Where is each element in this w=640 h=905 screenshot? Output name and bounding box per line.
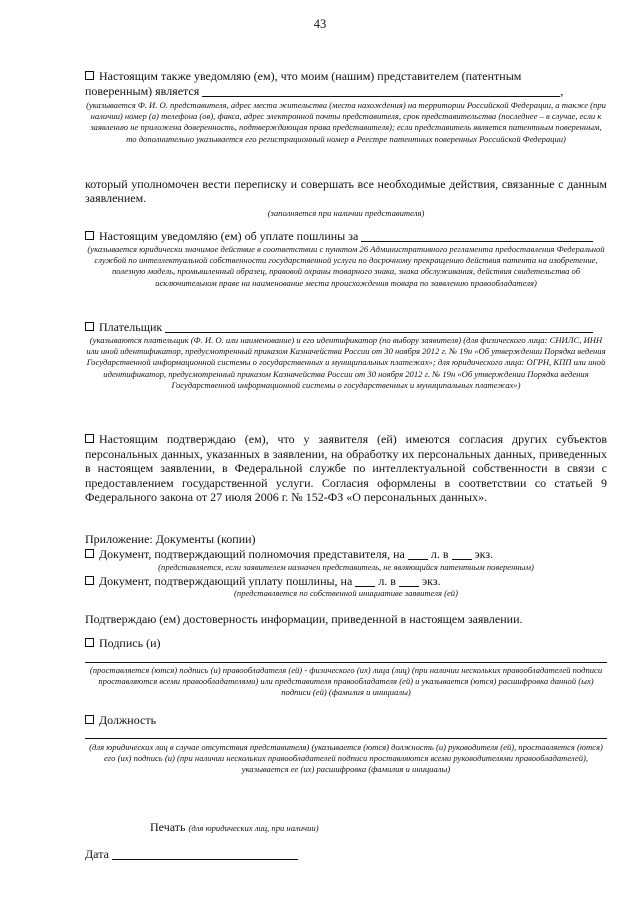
payer-note: (указываются плательщик (Ф. И. О. или наименование) и его идентификатор (по выбору заявителя) (для физического лица: СНИЛС, ИНН или иной идентификатор, предусмотренный приказом Казначейства России от 30 ноября 2012 г. № 19н «Об утверждении Порядка ведения Государственной информационной системы о государственных и муниципальных платежах»; для юридического лица: ОГРН, КПП или иной идентификатор, предусмотренный приказом Казначейства России от 30 ноября 2012 г. № 19н «Об утверждении Порядка ведения Государственной информационной системы о государственных и муниципальных платежах»): [86, 335, 606, 390]
fee-checkbox[interactable]: [85, 231, 94, 240]
date-field[interactable]: [112, 848, 298, 860]
position-note: (для юридических лиц в случае отсутствия представителя) (указывается (ются) должность (и) руководителя (ей), проставляется (ются) его (их) подпись (и) (при наличии нескольких правообладателей подписи проставляются всеми руководителями правообладателей), указывается ее (их) расшифровка (фамилия и инициалы): [89, 742, 603, 775]
doc1-copies-field[interactable]: [452, 548, 472, 560]
date-section: [85, 847, 607, 861]
fee-note: (указывается юридически значимое действие в соответствии с пунктом 26 Административного регламента предоставления Федеральной службой по интеллектуальной собственности государственной услуги по досрочному прекращению действия патента на изобретение, полезную модель, промышленный образец, правовой охраны товарного знака, знака обслуживания, действия свидетельства об исключительном праве на наименование места происхождения товара по заявлению правообладателя): [87, 244, 605, 288]
signature-section: [85, 636, 607, 650]
consent-text: Настоящим подтверждаю (ем), что у заявителя (ей) имеются согласия других субъектов персональных данных, указанных в заявлении, на обработку их персональных данных, приведенных в настоящем заявлении, в Федеральной службе по интеллектуальной собственности в связи с предоставлением государственной услуги. Согласия оформлены в соответствии со статьей 9 Федерального закона от 27 июля 2006 г. № 152-ФЗ «О персональных данных».: [85, 432, 607, 505]
fee-text: Настоящим уведомляю (ем) об уплате пошлины за: [99, 229, 359, 243]
signature-checkbox[interactable]: [85, 638, 94, 647]
representative-text-2: поверенным) является: [85, 84, 200, 98]
doc1-text: Документ, подтверждающий полномочия представителя, на: [99, 547, 405, 561]
signature-label: Подпись (и): [99, 636, 161, 650]
stamp-section: [150, 820, 550, 835]
representative-fill-note: (заполняется при наличии представителя): [267, 208, 425, 218]
doc2-note: (представляется по собственной инициативе заявителя (ей): [234, 588, 458, 598]
consent-section: [85, 432, 607, 505]
confirm-text: Подтверждаю (ем) достоверность информации, приведенной в настоящем заявлении.: [85, 612, 523, 626]
stamp-note: (для юридических лиц, при наличии): [188, 823, 319, 833]
payer-label: Плательщик: [99, 320, 163, 334]
page-number: 43: [313, 17, 327, 31]
doc2-end: экз.: [421, 574, 441, 588]
representative-section: [85, 69, 607, 83]
representative-line: [85, 84, 607, 98]
fee-section: [85, 229, 607, 243]
payer-checkbox[interactable]: [85, 322, 94, 331]
consent-checkbox[interactable]: [85, 434, 94, 443]
attachment-doc2: [85, 574, 607, 588]
doc2-copies-field[interactable]: [399, 575, 419, 587]
payer-section: [85, 320, 607, 334]
representative-text: Настоящим также уведомляю (ем), что моим (нашим) представителем (патентным: [99, 69, 522, 83]
representative-continuation: который уполномочен вести переписку и совершать все необходимые действия, связанные с данным заявлением.: [85, 177, 607, 205]
doc2-checkbox[interactable]: [85, 576, 94, 585]
doc1-pages-field[interactable]: [408, 548, 428, 560]
position-label: Должность: [99, 713, 157, 727]
signature-line[interactable]: [85, 662, 607, 663]
doc1-note: (представляется, если заявителем назначен представитель, не являющийся патентным поверенным): [158, 562, 534, 572]
doc2-mid: л. в: [378, 574, 396, 588]
stamp-label: Печать: [150, 820, 186, 834]
doc1-mid: л. в: [430, 547, 449, 561]
representative-trailing: ,: [560, 84, 564, 98]
position-line[interactable]: [85, 738, 607, 739]
attachments-title: Приложение: Документы (копии): [85, 532, 256, 546]
doc2-pages-field[interactable]: [355, 575, 375, 587]
doc1-end: экз.: [474, 547, 494, 561]
doc2-text: Документ, подтверждающий уплату пошлины, на: [99, 574, 353, 588]
fee-field[interactable]: [361, 230, 593, 242]
doc1-checkbox[interactable]: [85, 549, 94, 558]
representative-note: (указывается Ф. И. О. представителя, адрес места жительства (места нахождения) на территории Российской Федерации, а также (при наличии) номер (а) телефона (ов), факса, адрес электронной почты представителя, срок представительства (последнее – в случае, если к заявлению не приложена доверенность, подтверждающая права представителя); если представитель является патентным поверенным, то дополнительно указывается его регистрационный номер в Реестре патентных поверенных Российской Федерации): [86, 100, 606, 144]
signature-note: (проставляется (ются) подпись (и) правообладателя (ей) - физического (их) лица (лиц) (при наличии нескольких правообладателей подписи проставляются всеми правообладателями) или представителя правообладателя (ей) и указывается (ются) расшифровка данной (ых) подписи (ей) (фамилия и инициалы): [89, 665, 603, 698]
position-section: [85, 713, 607, 727]
representative-checkbox[interactable]: [85, 71, 94, 80]
position-checkbox[interactable]: [85, 715, 94, 724]
representative-field[interactable]: [202, 85, 560, 97]
date-label: Дата: [85, 847, 109, 861]
payer-field[interactable]: [165, 321, 593, 333]
attachment-doc1: [85, 547, 607, 561]
